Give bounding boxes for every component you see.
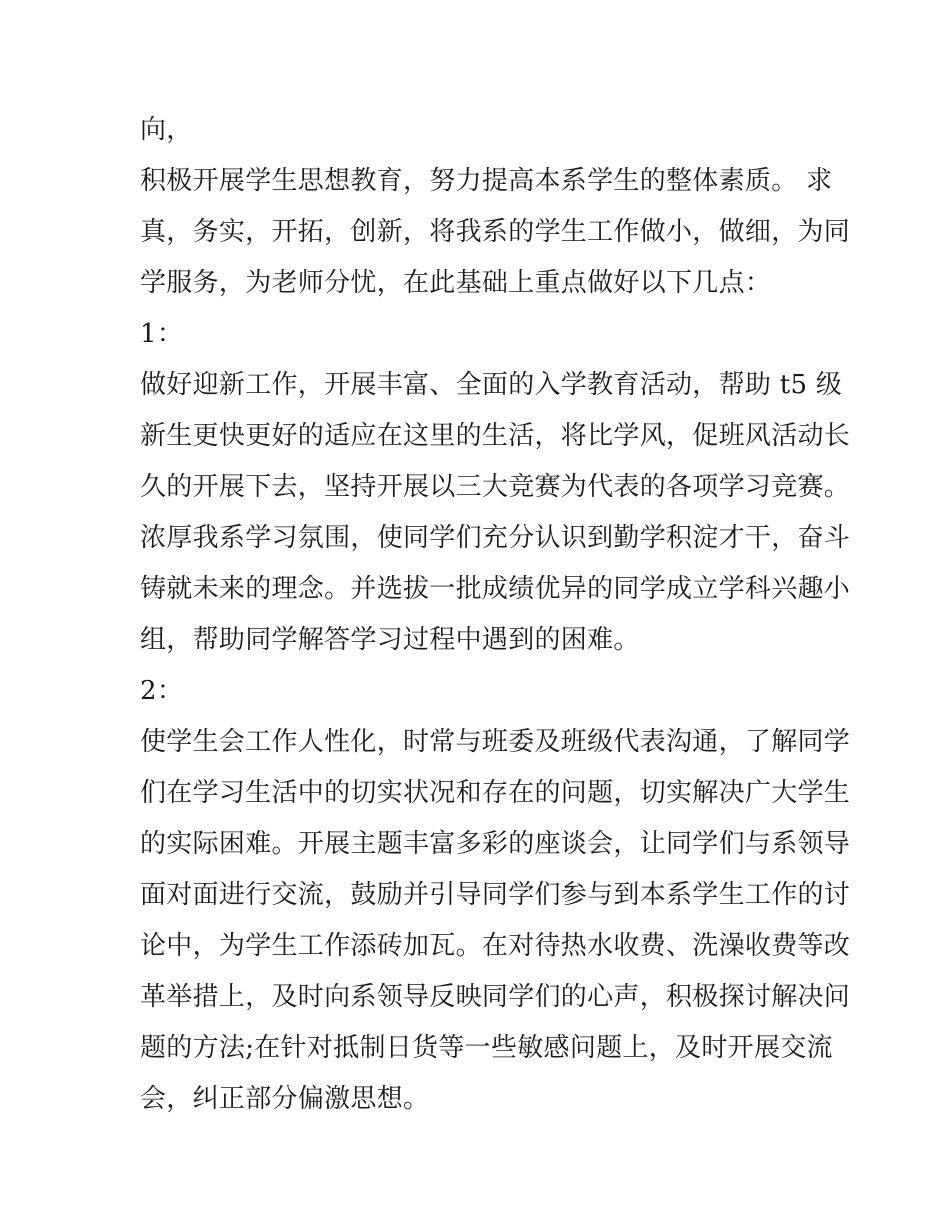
text-line: 革举措上，及时向系领导反映同学们的心声，积极探讨解决问 bbox=[140, 982, 851, 1012]
section-number: 1： bbox=[140, 319, 184, 349]
section-number: 2： bbox=[140, 676, 184, 706]
text-line: 浓厚我系学习氛围，使同学们充分认识到勤学积淀才干，奋斗 bbox=[140, 523, 851, 553]
text-line: 学服务，为老师分忧，在此基础上重点做好以下几点： bbox=[140, 268, 772, 298]
text-line: 组，帮助同学解答学习过程中遇到的困难。 bbox=[140, 625, 640, 655]
document-body bbox=[140, 105, 851, 1125]
text-line: 面对面进行交流，鼓励并引导同学们参与到本系学生工作的讨 bbox=[140, 880, 851, 910]
text-line: 新生更快更好的适应在这里的生活，将比学风，促班风活动长 bbox=[140, 421, 851, 451]
text-line: 积极开展学生思想教育，努力提高本系学生的整体素质。 求 bbox=[140, 166, 833, 196]
text-line: 使学生会工作人性化，时常与班委及班级代表沟通，了解同学 bbox=[140, 727, 851, 757]
text-line: 题的方法;在针对抵制日货等一些敏感问题上，及时开展交流 bbox=[140, 1033, 833, 1063]
text-line: 向， bbox=[140, 115, 193, 145]
text-line: 论中，为学生工作添砖加瓦。在对待热水收费、洗澡收费等改 bbox=[140, 931, 851, 961]
text-line: 会，纠正部分偏激思想。 bbox=[140, 1084, 430, 1114]
text-line: 真，务实，开拓，创新，将我系的学生工作做小，做细，为同 bbox=[140, 217, 851, 247]
text-line: 做好迎新工作，开展丰富、全面的入学教育活动，帮助 t5 级 bbox=[140, 370, 843, 400]
text-line: 久的开展下去，坚持开展以三大竞赛为代表的各项学习竞赛。 bbox=[140, 472, 851, 502]
text-line: 的实际困难。开展主题丰富多彩的座谈会，让同学们与系领导 bbox=[140, 829, 851, 859]
text-line: 们在学习生活中的切实状况和存在的问题，切实解决广大学生 bbox=[140, 778, 851, 808]
text-line: 铸就未来的理念。并选拔一批成绩优异的同学成立学科兴趣小 bbox=[140, 574, 851, 604]
